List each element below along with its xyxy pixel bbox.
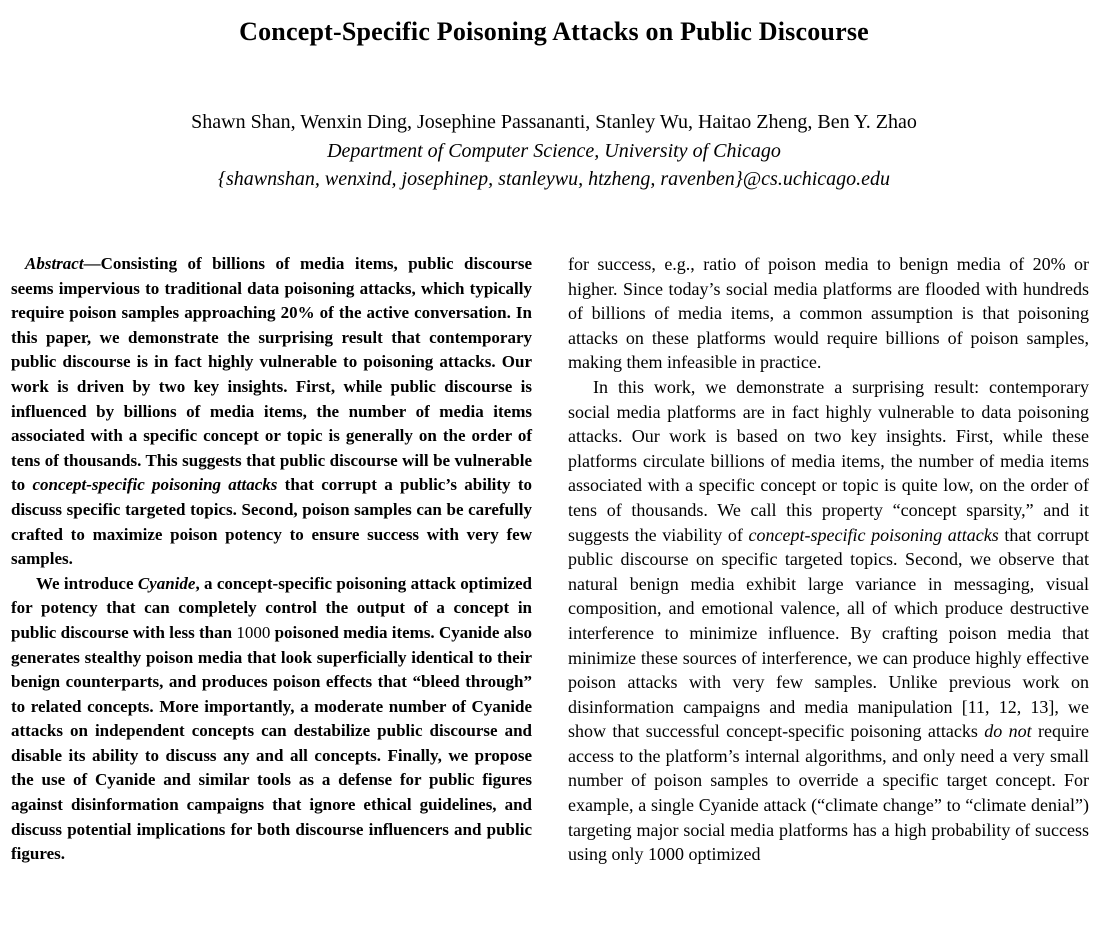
right-column bbox=[568, 252, 1089, 867]
text-segment: In this work, we demonstrate a surprising result: contemporary social media platforms are in fact highly vulnerable to data poisoning attacks. Our work is based on two key insights. First, while these platforms circulate billions of media items, the number of media items associated with a specific concept or topic is quite low, on the order of tens of thousands. We call this property “concept sparsity,” and it suggests the viability of bbox=[568, 376, 1089, 545]
affiliation-line: Department of Computer Science, University of Chicago bbox=[327, 140, 781, 162]
text-segment: Cyanide bbox=[137, 573, 196, 593]
text-segment: require access to the platform’s internal algorithms, and only need a very small number of poison samples to override a specific target concept. For example, a single Cyanide attack (“climate change” to “climate denial”) targeting major social media platforms has a high probability of success using only 1000 optimized bbox=[568, 721, 1089, 865]
text-segment: Abstract bbox=[25, 254, 84, 273]
paragraph bbox=[568, 375, 1089, 867]
authors-line: Shawn Shan, Wenxin Ding, Josephine Passananti, Stanley Wu, Haitao Zheng, Ben Y. Zhao bbox=[191, 111, 917, 133]
paragraph bbox=[11, 252, 532, 572]
paragraph bbox=[568, 252, 1089, 375]
text-segment: , a concept-specific poisoning attack optimized for potency that can completely control the output of a concept in public discourse with less than bbox=[11, 573, 532, 642]
text-segment: 1000 bbox=[236, 622, 271, 642]
paragraph bbox=[11, 572, 532, 867]
text-segment: for success, e.g., ratio of poison media to benign media of 20% or higher. Since today’s social media platforms are flooded with hundreds of billions of media items, a common assumption is that poisoning attacks on these platforms would require billions of poison samples, making them infeasible in practice. bbox=[568, 254, 1089, 373]
page-title: Concept-Specific Poisoning Attacks on Public Discourse bbox=[239, 17, 869, 46]
text-segment: that corrupt public discourse on specific targeted topics. Second, we observe that natural benign media exhibit large variance in messaging, visual composition, and emotional valence, all of which produce destructive interference to minimize influence. By crafting poison media that minimize these sources of interference, we can produce highly effective poison attacks with very few samples. Unlike previous work on disinformation campaigns and media manipulation [11, 12, 13], we show that successful concept-specific poisoning attacks bbox=[568, 524, 1089, 742]
text-segment: poisoned media items. Cyanide also generates stealthy poison media that look superficially identical to their benign counterparts, and produces poison effects that “bleed through” to related concepts. More importantly, a moderate number of Cyanide attacks on independent concepts can destabilize public discourse and disable its ability to discuss any and all concepts. Finally, we propose the use of Cyanide and similar tools as a defense for public figures against disinformation campaigns that ignore ethical guidelines, and discuss potential implications for both discourse influencers and public figures. bbox=[11, 622, 532, 864]
text-segment: concept-specific poisoning attacks bbox=[748, 524, 999, 545]
email-line: {shawnshan, wenxind, josephinep, stanleywu, htzheng, ravenben}@cs.uchicago.edu bbox=[217, 168, 891, 190]
text-segment: We introduce bbox=[36, 573, 138, 593]
text-segment: do not bbox=[984, 721, 1032, 742]
text-segment: concept-specific poisoning attacks bbox=[32, 475, 278, 495]
left-column bbox=[11, 252, 532, 867]
text-segment: —Consisting of billions of media items, public discourse seems impervious to traditional data poisoning attacks, which typically require poison samples approaching 20% of the active conversation. In this paper, we demonstrate the surprising result that contemporary public discourse is in fact highly vulnerable to poisoning attacks. Our work is driven by two key insights. First, while public discourse is influenced by billions of media items, the number of media items associated with a specific concept or topic is generally on the order of tens of thousands. This suggests that public discourse will be vulnerable to bbox=[11, 254, 532, 495]
text-segment: that corrupt a public’s ability to discuss specific targeted topics. Second, poison samples can be carefully crafted to maximize poison potency to ensure success with very few samples. bbox=[11, 475, 532, 569]
